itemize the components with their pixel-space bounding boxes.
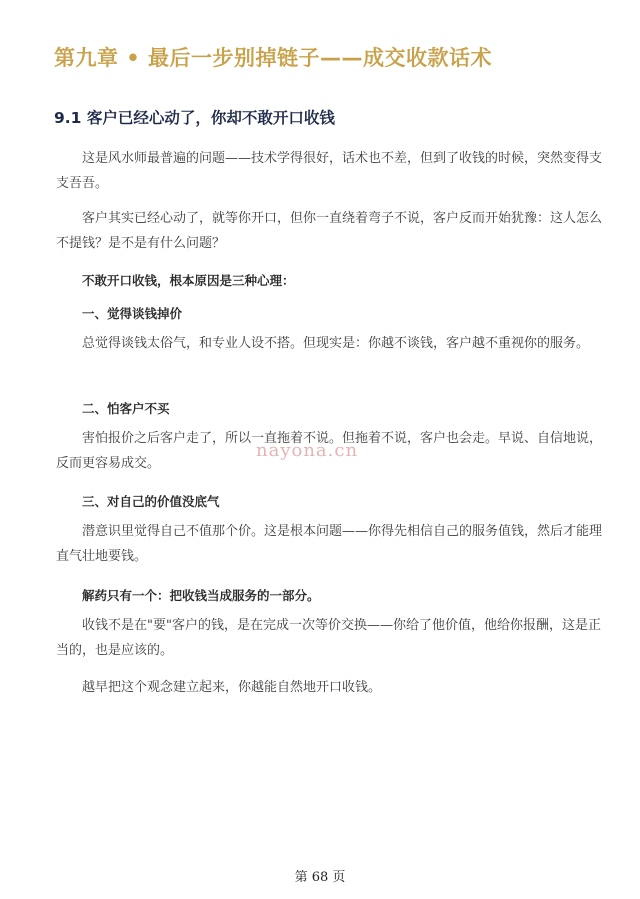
point-2-paragraph: 害怕报价之后客户走了，所以一直拖着不说。但拖着不说，客户也会走。早说、自信地说，反而更容易成交。	[56, 431, 603, 471]
paragraph-conclusion: 越早把这个观念建立起来，你越能自然地开口收钱。	[82, 680, 382, 695]
paragraph-customer-hesitation: 客户其实已经心动了，就等你开口，但你一直绕着弯子不说，客户反而开始犹豫：这人怎么不提钱？是不是有什么问题？	[56, 211, 603, 251]
section-title: 9.1 客户已经心动了，你却不敢开口收钱	[54, 109, 335, 127]
point-2-heading: 二、怕客户不买	[82, 401, 170, 416]
paragraph-intro: 这是风水师最普遍的问题——技术学得很好，话术也不差，但到了收钱的时候，突然变得支支吾吾。	[56, 151, 603, 191]
chapter-title: 第九章 • 最后一步别掉链子——成交收款话术	[54, 46, 493, 70]
point-1-paragraph: 总觉得谈钱太俗气，和专业人设不搭。但现实是：你越不谈钱，客户越不重视你的服务。	[82, 336, 590, 351]
page-number: 第 68 页	[294, 870, 346, 885]
point-1-heading: 一、觉得谈钱掉价	[82, 306, 183, 321]
paragraph-equal-exchange: 收钱不是在"要"客户的钱，是在完成一次等价交换——你给了他价值，他给你报酬，这是正当的，也是应该的。	[56, 618, 601, 658]
point-3-heading: 三、对自己的价值没底气	[82, 494, 220, 509]
antidote-statement: 解药只有一个：把收钱当成服务的一部分。	[82, 588, 320, 603]
lead-statement: 不敢开口收钱，根本原因是三种心理：	[82, 273, 295, 288]
watermark: nayona.cn	[256, 440, 359, 461]
point-3-paragraph: 潜意识里觉得自己不值那个价。这是根本问题——你得先相信自己的服务值钱，然后才能理直气壮地要钱。	[56, 524, 603, 564]
